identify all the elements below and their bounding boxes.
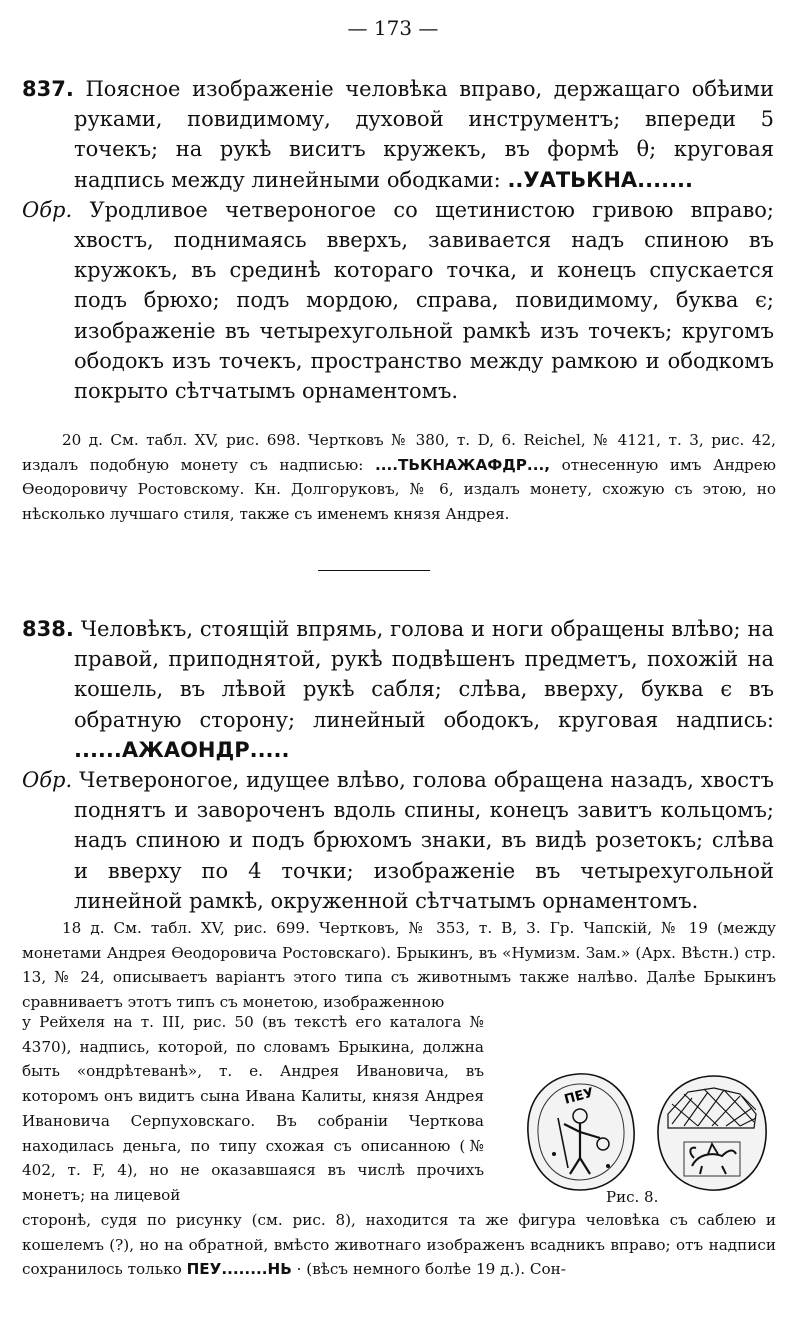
coin-figure — [508, 1058, 778, 1208]
note-838-tail-inscription: ПЕУ........НЬ — [186, 1260, 292, 1279]
entry-838-obr-text: Четвероногое, идущее влѣво, голова обращена назадъ, хвостъ поднятъ и завороченъ вдоль спины, конецъ завитъ кольцомъ; надъ спиною и подъ брюхомъ знаки, въ видѣ розетокъ; слѣва и вверху по 4 точки; изображеніе въ четырехугольной линейной рамкѣ, окруженной сѣтчатымъ орнаментомъ. — [74, 768, 774, 913]
obr-label: Обр. — [22, 768, 73, 793]
entry-838 — [22, 614, 774, 916]
entry-837-description — [22, 74, 774, 195]
coin-reverse — [658, 1076, 766, 1190]
note-837-text-before: 20 д. См. табл. XV, рис. 698. Чертковъ № 380, т. D, 6. Reichel, № 4121, т. 3, рис. 42, издалъ подобную монету съ надписью: — [22, 431, 776, 474]
figure-caption: Рис. 8. — [606, 1188, 659, 1206]
entry-838-footnote-tail — [22, 1208, 776, 1282]
page-number: — 173 — — [347, 16, 439, 40]
entry-838-main-text: Человѣкъ, стоящій впрямь, голова и ноги обращены влѣво; на правой, приподнятой, рукѣ подвѣшенъ предметъ, похожій на кошель, въ лѣвой рукѣ сабля; слѣва, вверху, буква є въ обратную сторону; линейный ободокъ, круговая надпись: — [74, 617, 774, 732]
entry-837-obr-text: Уродливое четвероногое со щетинистою гривою вправо; хвостъ, поднимаясь вверхъ, завивается надъ спиною въ кружокъ, въ срединѣ котораго точка, и конецъ спускается подъ брюхо; подъ мордою, справа, повидимому, буква є; изображеніе въ четырехугольной рамкѣ изъ точекъ; кругомъ ободокъ изъ точекъ, пространство между рамкою и ободкомъ покрыто сѣтчатымъ орнаментомъ. — [74, 197, 774, 404]
entry-837-main-text: Поясное изображеніе человѣка вправо, держащаго обѣими руками, повидимому, духовой инструментъ; впереди 5 точекъ; на рукѣ виситъ кружекъ, въ формѣ θ; круговая надпись между линейными ободками: — [74, 77, 774, 192]
obverse-legend: ПЕУ — [562, 1085, 596, 1108]
entry-838-inscription: ......АЖАОНДР..... — [74, 737, 290, 762]
entry-838-footnote — [22, 916, 776, 1015]
entry-number: 838. — [22, 617, 74, 641]
note-837-inscription: ....ТЬКНАЖАФДР..., — [374, 455, 551, 474]
entry-838-description — [22, 614, 774, 765]
section-divider — [318, 570, 430, 571]
entry-837 — [22, 74, 774, 406]
entry-number: 837. — [22, 77, 74, 101]
note-837-text-after: отнесенную имъ Андрею Өеодоровичу Ростовскому. Кн. Долгоруковъ, № 6, издалъ монету, схожую съ этою, но нѣсколько лучшаго стиля, также съ именемъ князя Андрея. — [22, 455, 776, 524]
note-838-tail-after: · (вѣсъ немного болѣе 19 д.). Сон- — [296, 1260, 566, 1279]
note-838-full-text: 18 д. См. табл. XV, рис. 699. Чертковъ, № 353, т. В, 3. Гр. Чапскій, № 19 (между монетами Андрея Өеодоровича Ростовскаго). Брыкинъ, въ «Нумизм. Зам.» (Арх. Вѣстн.) стр. 13, № 24, описываетъ варіантъ этого типа съ животнымъ также налѣво. Далѣе Брыкинъ сравниваетъ этотъ типъ съ монетою, изображенною — [22, 919, 776, 1012]
note-838-tail-before: сторонѣ, судя по рисунку (см. рис. 8), находится та же фигура человѣка съ саблею и кошелемъ (?), но на обратной, вмѣсто животнаго изображенъ всадникъ вправо; отъ надписи сохранилось только — [22, 1211, 776, 1279]
entry-838-footnote-wrapped: у Рейхеля на т. III, рис. 50 (въ текстѣ его каталога № 4370), надпись, которой, по словамъ Брыкина, должна быть «ондрѣтеванѣ», т. е. Андрея Ивановича, въ которомъ онъ видитъ сына Ивана Калиты, князя Андрея Ивановича Серпуховскаго. Въ собраніи Черткова находилась деньга, по типу схожая съ описанною (№ 402, т. F, 4), но не оказавшаяся въ числѣ прочихъ монетъ; на лицевой — [22, 1013, 484, 1204]
entry-838-reverse — [22, 765, 774, 916]
obr-label: Обр. — [22, 197, 73, 222]
entry-837-inscription: ..УАТЬКНА....... — [507, 167, 694, 192]
entry-837-reverse — [22, 195, 774, 406]
entry-837-footnote — [22, 428, 776, 527]
coin-obverse — [528, 1074, 634, 1190]
